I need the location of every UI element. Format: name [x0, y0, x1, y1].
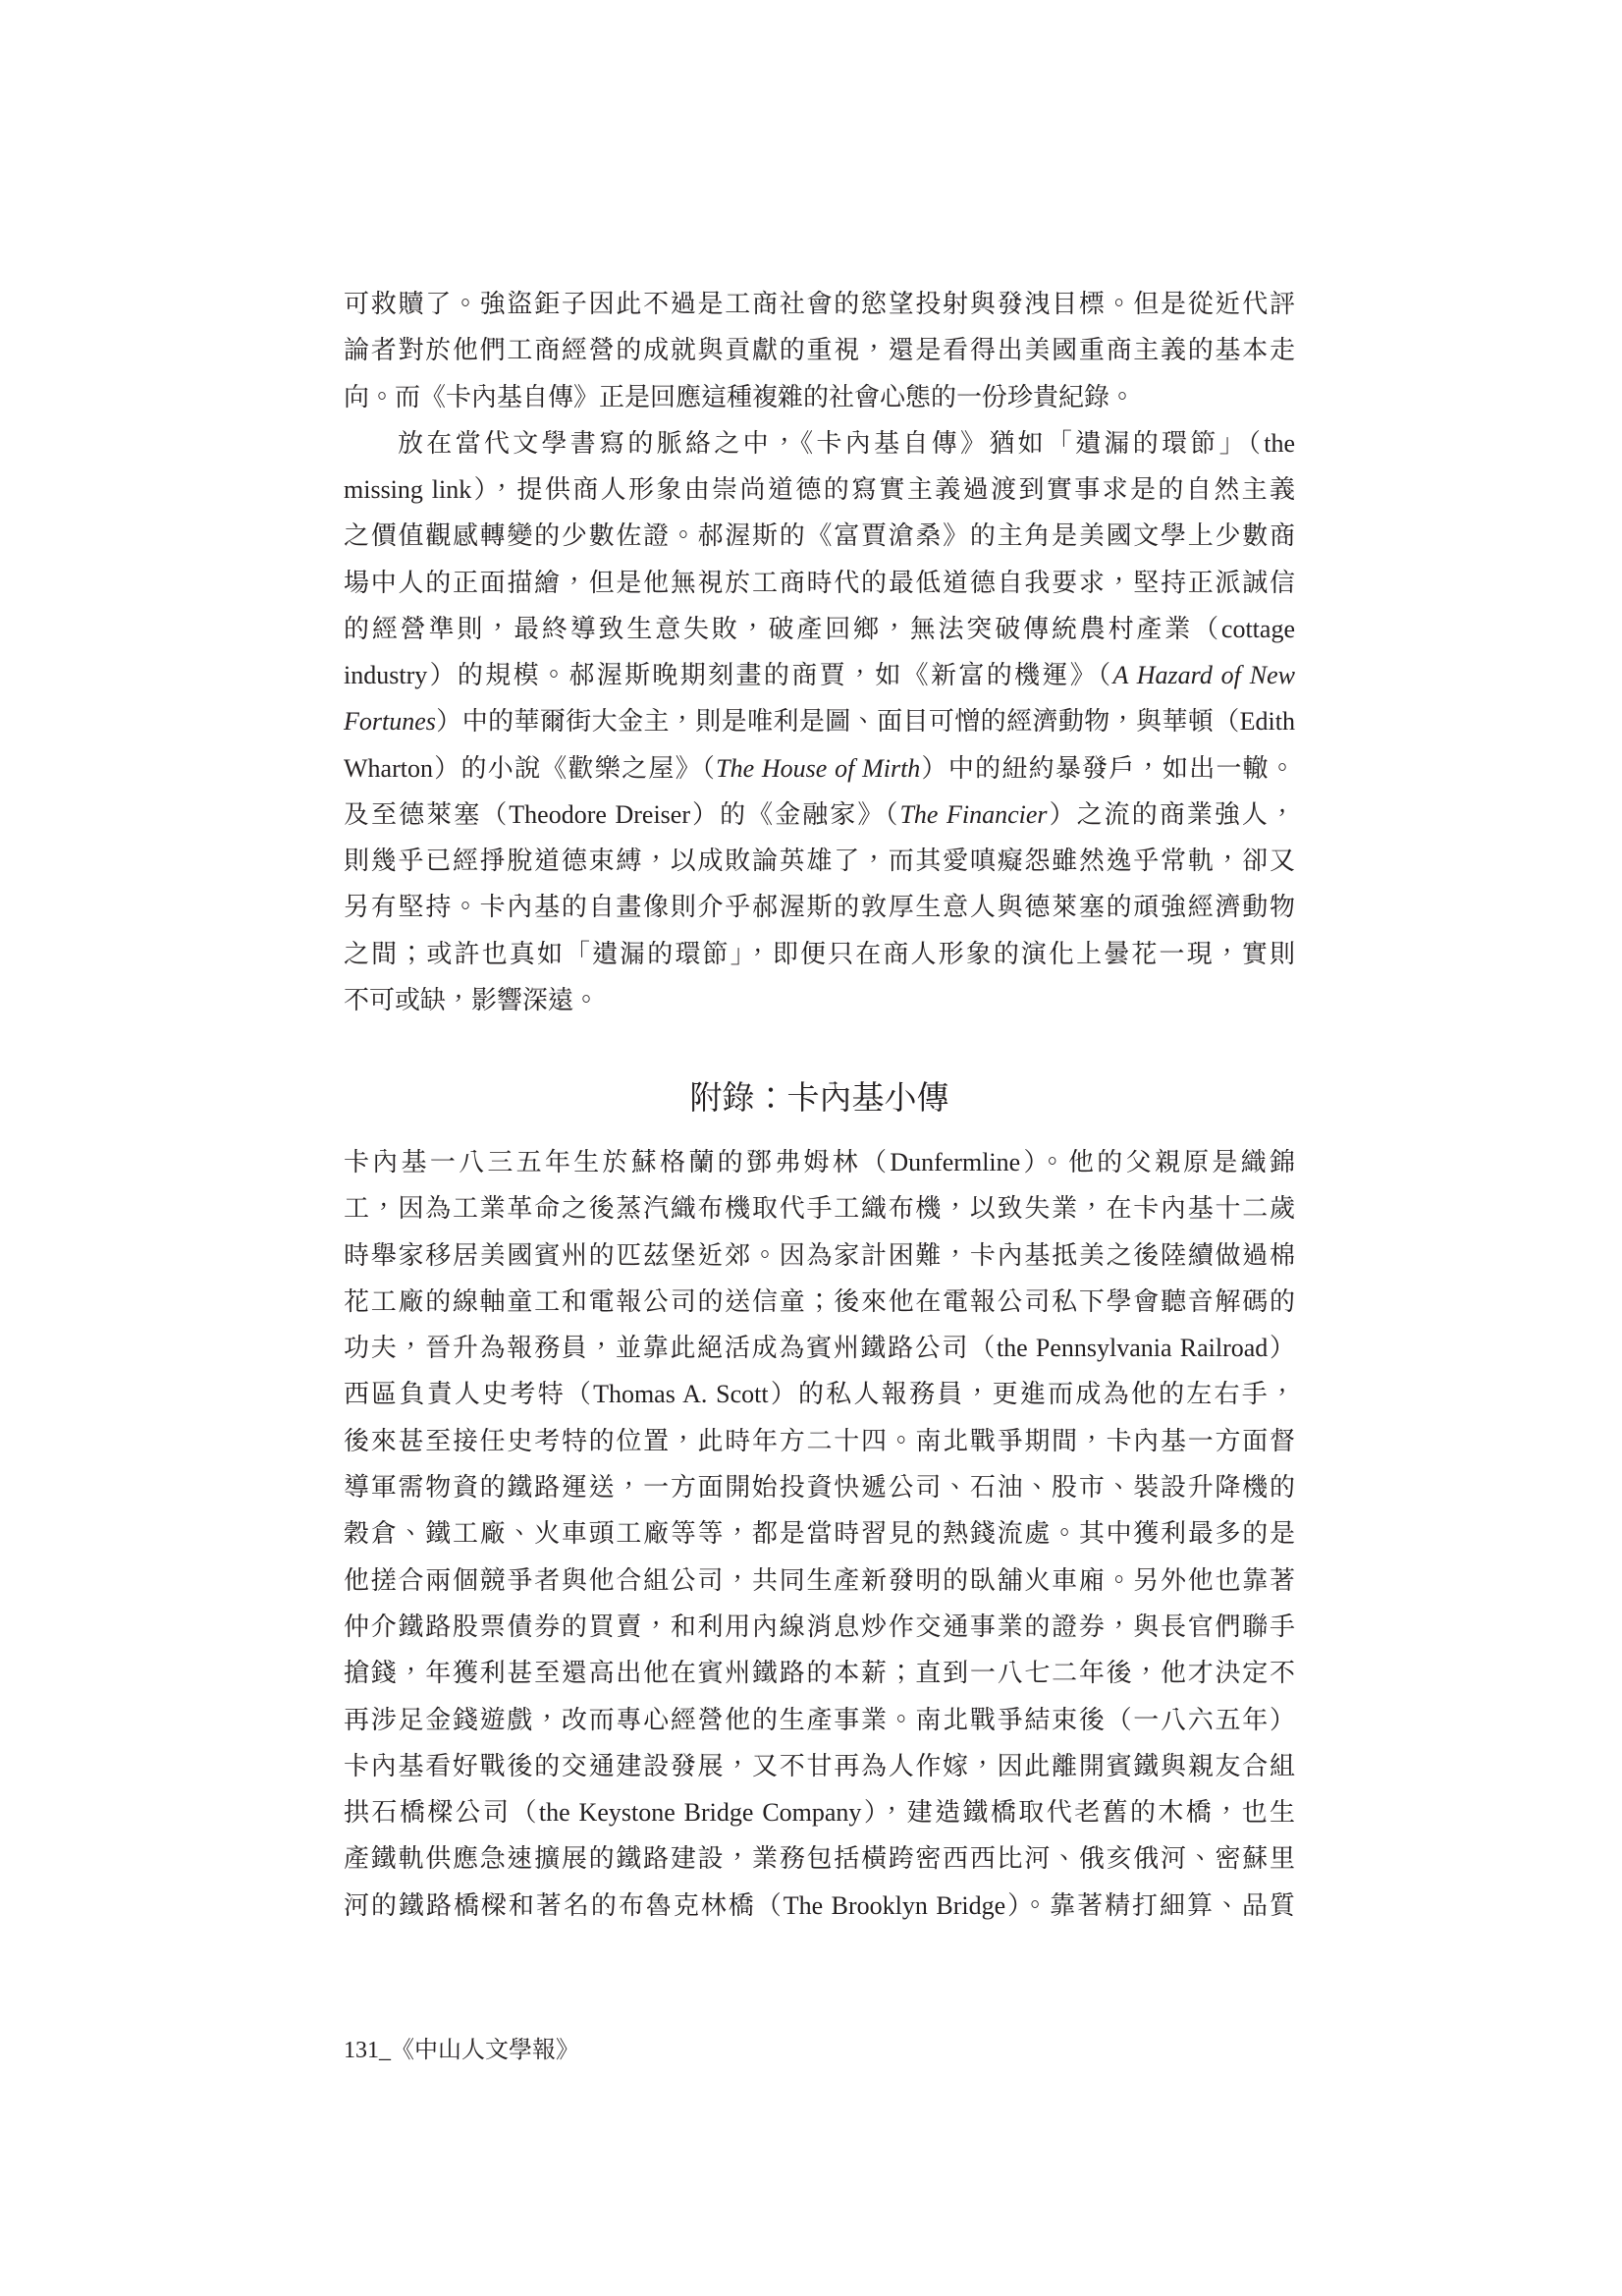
text-line: 穀倉、鐵工廠、火車頭工廠等等，都是當時習見的熱錢流處。其中獲利最多的是: [344, 1519, 1295, 1549]
text-line: 他搓合兩個競爭者與他合組公司，共同生產新發明的臥舖火車廂。另外他也靠著: [344, 1565, 1295, 1595]
italic-book-title: A Hazard of New: [1112, 661, 1295, 689]
text-segment: ）中的紐約暴發戶，如出一轍。: [920, 753, 1295, 783]
text-segment: industry）的規模。郝渥斯晚期刻畫的商賈，如《新富的機運》（: [344, 661, 1113, 689]
page-footer: 131_《中山人文學報》: [344, 2038, 579, 2063]
text-line: 可救贖了。強盜鉅子因此不過是工商社會的慾望投射與發洩目標。但是從近代評: [344, 290, 1295, 318]
text-segment: ）中的華爾街大金主，則是唯利是圖、面目可憎的經濟動物，與華頓（Edith: [435, 707, 1295, 737]
text-line: 不可或缺，影響深遠。: [344, 985, 600, 1014]
text-line: [344, 698, 1295, 744]
text-line: 搶錢，年獲利甚至還高出他在賓州鐵路的本薪；直到一八七二年後，他才決定不: [344, 1659, 1295, 1688]
text-line: [344, 792, 1295, 838]
text-segment: 及至德萊塞（Theodore Dreiser）的《金融家》（: [344, 799, 900, 829]
section-heading: 附錄：卡內基小傳: [689, 1081, 949, 1117]
italic-book-title: The Financier: [899, 799, 1048, 829]
text-line: 河的鐵路橋樑和著名的布魯克林橋（The Brooklyn Bridge）。靠著精打細算、品質: [344, 1890, 1295, 1920]
text-line: missing link），提供商人形象由崇尚道德的寫實主義過渡到實事求是的自然主義: [344, 475, 1295, 504]
paragraph: [344, 281, 1295, 420]
paragraph: [344, 420, 1295, 1023]
text-line: 場中人的正面描繪，但是他無視於工商時代的最低道德自我要求，堅持正派誠信: [344, 568, 1295, 597]
text-line: 仲介鐵路股票債券的買賣，和利用內線消息炒作交通事業的證券，與長官們聯手: [344, 1612, 1295, 1641]
text-line: 拱石橋樑公司（the Keystone Bridge Company），建造鐵橋取代老舊的木橋，也生: [344, 1798, 1295, 1828]
text-line: 則幾乎已經掙脫道德束縛，以成敗論英雄了，而其愛嗔癡怨雖然逸乎常軌，卻又: [344, 847, 1295, 875]
text-line: 之價值觀感轉變的少數佐證。郝渥斯的《富賈滄桑》的主角是美國文學上少數商: [344, 521, 1295, 551]
italic-book-title: Fortunes: [344, 707, 436, 737]
text-line: 西區負責人史考特（Thomas A. Scott）的私人報務員，更進而成為他的左右手，: [344, 1380, 1295, 1409]
text-line: [344, 652, 1295, 698]
paragraph: [344, 1139, 1295, 1929]
text-line: 放在當代文學書寫的脈絡之中，《卡內基自傳》猶如「遺漏的環節」（the: [398, 428, 1295, 458]
text-line: 後來甚至接任史考特的位置，此時年方二十四。南北戰爭期間，卡內基一方面督: [344, 1426, 1295, 1455]
text-line: 另有堅持。卡內基的自畫像則介乎郝渥斯的敦厚生意人與德萊塞的頑強經濟動物: [344, 893, 1295, 922]
text-line: 論者對於他們工商經營的成就與貢獻的重視，還是看得出美國重商主義的基本走: [344, 336, 1295, 365]
text-line: 卡內基看好戰後的交通建設發展，又不甘再為人作嫁，因此離開賓鐵與親友合組: [344, 1751, 1295, 1780]
text-line: 工，因為工業革命之後蒸汽織布機取代手工織布機，以致失業，在卡內基十二歲: [344, 1194, 1295, 1224]
text-line: 的經營準則，最終導致生意失敗，破產回鄉，無法突破傳統農村產業（cottage: [344, 614, 1295, 643]
text-line: 功夫，晉升為報務員，並靠此絕活成為賓州鐵路公司（the Pennsylvania Railroad）: [344, 1334, 1295, 1363]
text-line: 產鐵軌供應急速擴展的鐵路建設，業務包括橫跨密西西比河、俄亥俄河、密蘇里: [344, 1844, 1295, 1874]
text-line: 之間；或許也真如「遺漏的環節」，即便只在商人形象的演化上曇花一現，實則: [344, 939, 1295, 968]
text-line: 卡內基一八三五年生於蘇格蘭的鄧弗姆林（Dunfermline）。他的父親原是織錦: [344, 1148, 1295, 1176]
text-segment: Wharton）的小說《歡樂之屋》（: [344, 753, 717, 783]
text-line: 向。而《卡內基自傳》正是回應這種複雜的社會心態的一份珍貴紀錄。: [344, 382, 1136, 411]
text-line: 時舉家移居美國賓州的匹茲堡近郊。因為家計困難，卡內基抵美之後陸續做過棉: [344, 1240, 1295, 1270]
text-segment: ）之流的商業強人，: [1047, 799, 1295, 829]
text-line: 導軍需物資的鐵路運送，一方面開始投資快遞公司、石油、股市、裝設升降機的: [344, 1473, 1295, 1503]
text-line: 再涉足金錢遊戲，改而專心經營他的生產事業。南北戰爭結束後（一八六五年）: [344, 1705, 1295, 1734]
text-line: [344, 745, 1295, 792]
text-line: 花工廠的線軸童工和電報公司的送信童；後來他在電報公司私下學會聽音解碼的: [344, 1286, 1295, 1316]
italic-book-title: The House of Mirth: [716, 753, 921, 783]
